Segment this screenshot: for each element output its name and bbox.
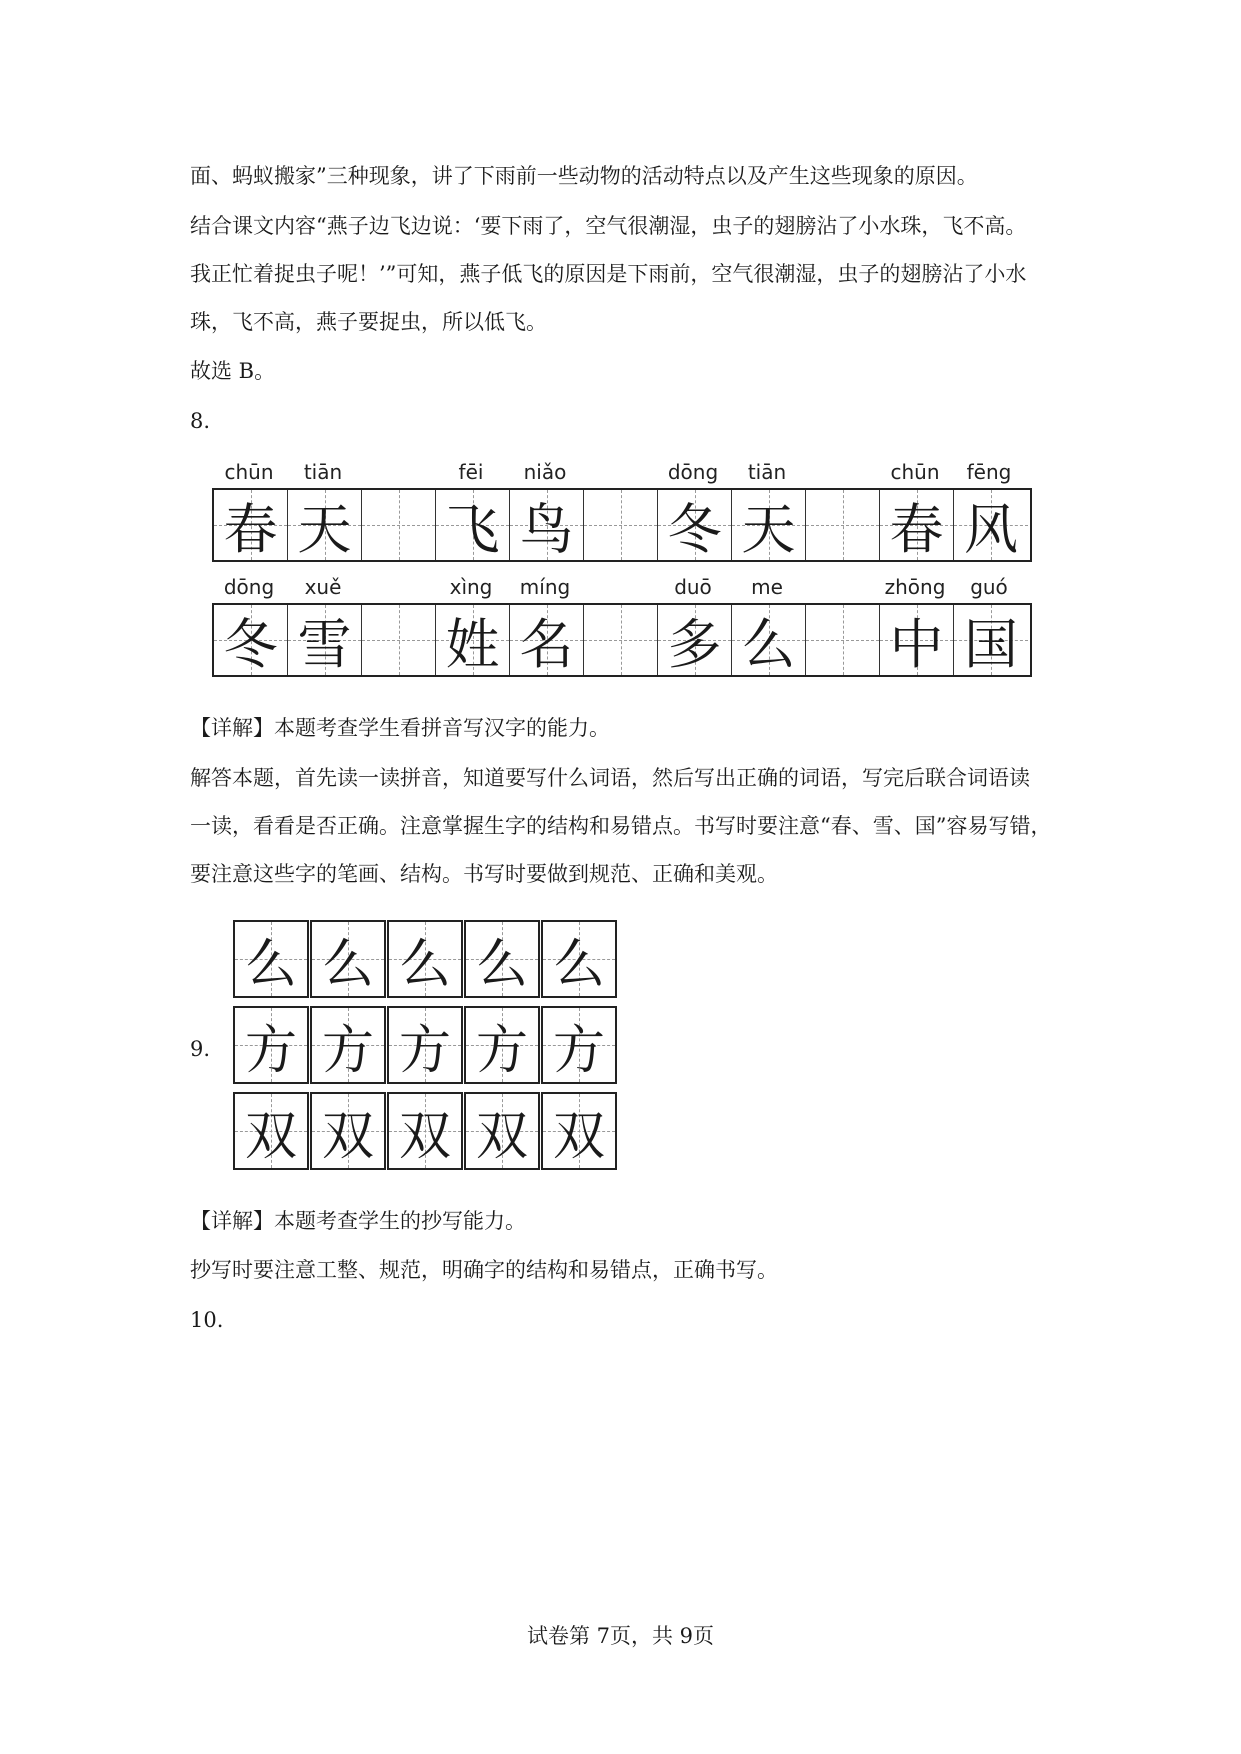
copy-cell: 方 bbox=[233, 1006, 309, 1084]
paragraph-line: 结合课文内容“燕子边飞边说：‘要下雨了，空气很潮湿，虫子的翅膀沾了小水珠，飞不高。 bbox=[190, 214, 1027, 238]
pinyin-label: me bbox=[751, 575, 783, 599]
paragraph-line: 珠，飞不高，燕子要捉虫，所以低飞。 bbox=[190, 310, 547, 334]
copy-row bbox=[233, 1006, 618, 1084]
pinyin-label: chūn bbox=[224, 460, 274, 484]
copy-cell: 方 bbox=[387, 1006, 463, 1084]
char-cell: 冬 bbox=[658, 490, 732, 560]
copy-cell: 么 bbox=[233, 920, 309, 998]
copy-cell: 双 bbox=[387, 1092, 463, 1170]
char-cell: 么 bbox=[732, 605, 806, 675]
char-cell: 风 bbox=[954, 490, 1028, 560]
pinyin-label: fēng bbox=[966, 460, 1012, 484]
char-cell: 中 bbox=[880, 605, 954, 675]
explain-line: 解答本题，首先读一读拼音，知道要写什么词语，然后写出正确的词语，写完后联合词语读 bbox=[190, 766, 1030, 790]
char-cell bbox=[362, 605, 436, 675]
char-cell: 鸟 bbox=[510, 490, 584, 560]
char-cell: 雪 bbox=[288, 605, 362, 675]
char-cell: 姓 bbox=[436, 605, 510, 675]
char-cell: 天 bbox=[732, 490, 806, 560]
question-number-10: 10. bbox=[190, 1308, 224, 1332]
copy-grid bbox=[233, 920, 618, 1178]
copy-cell: 方 bbox=[541, 1006, 617, 1084]
pinyin-label: míng bbox=[519, 575, 571, 599]
pinyin-label: tiān bbox=[303, 460, 343, 484]
copy-cell: 么 bbox=[310, 920, 386, 998]
copy-cell: 双 bbox=[464, 1092, 540, 1170]
copy-row bbox=[233, 1092, 618, 1170]
char-cell bbox=[806, 490, 880, 560]
character-cells bbox=[212, 603, 1032, 677]
character-cells bbox=[212, 488, 1032, 562]
char-cell: 名 bbox=[510, 605, 584, 675]
char-cell bbox=[806, 605, 880, 675]
copy-cell: 双 bbox=[541, 1092, 617, 1170]
copy-cell: 方 bbox=[464, 1006, 540, 1084]
question-number-8: 8. bbox=[190, 409, 211, 433]
copy-cell: 么 bbox=[464, 920, 540, 998]
pinyin-label: tiān bbox=[747, 460, 787, 484]
char-cell: 冬 bbox=[214, 605, 288, 675]
char-cell bbox=[584, 490, 658, 560]
pinyin-label: zhōng bbox=[884, 575, 946, 599]
explain-heading: 【详解】本题考查学生看拼音写汉字的能力。 bbox=[190, 716, 610, 740]
page-footer: 试卷第 7页，共 9页 bbox=[526, 1624, 715, 1648]
copy-cell: 方 bbox=[310, 1006, 386, 1084]
pinyin-label: duō bbox=[674, 575, 712, 599]
char-cell: 国 bbox=[954, 605, 1028, 675]
explain-line: 一读，看看是否正确。注意掌握生字的结构和易错点。书写时要注意“春、雪、国”容易写错， bbox=[190, 814, 1052, 838]
char-cell bbox=[362, 490, 436, 560]
char-cell: 多 bbox=[658, 605, 732, 675]
explain-line: 抄写时要注意工整、规范，明确字的结构和易错点，正确书写。 bbox=[190, 1258, 778, 1282]
copy-cell: 么 bbox=[541, 920, 617, 998]
char-cell bbox=[584, 605, 658, 675]
pinyin-label: niǎo bbox=[523, 460, 567, 484]
pinyin-label: xuě bbox=[304, 575, 342, 599]
explain-heading: 【详解】本题考查学生的抄写能力。 bbox=[190, 1209, 526, 1233]
question-number-9: 9. bbox=[190, 1037, 211, 1061]
pinyin-label: dōng bbox=[667, 460, 719, 484]
copy-cell: 双 bbox=[233, 1092, 309, 1170]
pinyin-label: xìng bbox=[449, 575, 493, 599]
char-cell: 天 bbox=[288, 490, 362, 560]
pinyin-label: dōng bbox=[223, 575, 275, 599]
char-cell: 春 bbox=[880, 490, 954, 560]
char-cell: 春 bbox=[214, 490, 288, 560]
copy-cell: 双 bbox=[310, 1092, 386, 1170]
explain-line: 要注意这些字的笔画、结构。书写时要做到规范、正确和美观。 bbox=[190, 862, 778, 886]
copy-row bbox=[233, 920, 618, 998]
answer-line: 故选 B。 bbox=[190, 359, 276, 383]
pinyin-label: fēi bbox=[458, 460, 484, 484]
copy-cell: 么 bbox=[387, 920, 463, 998]
pinyin-label: guó bbox=[970, 575, 1008, 599]
paragraph-line: 我正忙着捉虫子呢！’”可知，燕子低飞的原因是下雨前，空气很潮湿，虫子的翅膀沾了小水 bbox=[190, 262, 1027, 286]
char-cell: 飞 bbox=[436, 490, 510, 560]
pinyin-label: chūn bbox=[890, 460, 940, 484]
paragraph-line: 面、蚂蚁搬家”三种现象，讲了下雨前一些动物的活动特点以及产生这些现象的原因。 bbox=[190, 164, 978, 188]
